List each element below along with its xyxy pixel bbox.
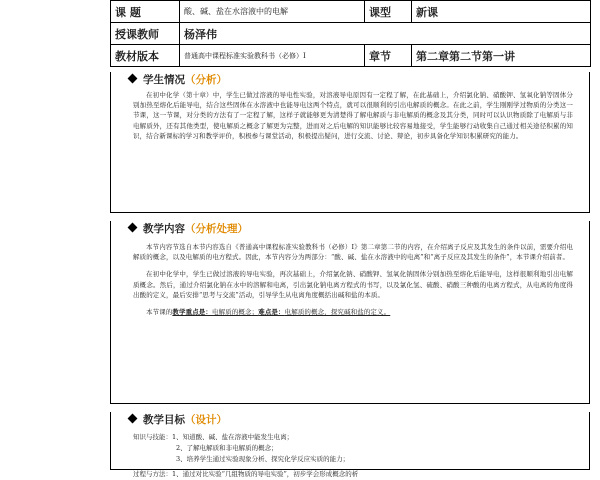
content-section-title: 教学内容（分析处理） — [129, 221, 589, 236]
content-paragraph-2: 在初中化学中，学生已做过溶液的导电实验，再次基础上，介绍氯化钠、硝酸钾、氢氧化钠固体分别加热至熔化后能导电，这样很顺利地引出电解质概念。然后，通过介绍氯化钠在水中的溶解和电离，引出氯化钠电离方程式的书写，以及氯化氢、硫酸、硝酸三种酸的电离方程式，从电离的角度得出酸的定义，最后安排“思考与交流”活动，引导学生从电离角度概括出碱和盐的本质。 — [133, 270, 573, 299]
lesson-header-table — [110, 0, 591, 67]
knowledge-goal-2: 2、了解电解质和非电解质的概念； — [176, 444, 278, 452]
header-row-teacher — [111, 23, 591, 45]
process-goal-1: 过程与方法：1、通过对比实验“几组物质的导电实验”，初步学会形成概念的析 — [133, 470, 359, 478]
knowledge-goal-3: 3、培养学生通过实验现象分析、探究化学反应实质的能力； — [176, 455, 350, 463]
chapter-label: 章节 — [365, 45, 412, 67]
diamond-bullet-icon — [128, 223, 138, 233]
student-analysis-text: 在初中化学（第十章）中，学生已做过溶液的导电性实验，对溶液导电原因有一定程了解，在此基础上，介绍氯化钠、硝酸钾、氢氧化钠等固体分别加热至熔化后能导电，结合这些固体在水溶液中也能导电这两个特点，就可以很顺利的引出电解质的概念。在此之前，学生刚刚学过物质的分类这一节课，这一节课，对分类的方法有了一定程了解，这样子就能够更为清楚得了解电解质与非电解质的概念及其分类，同时可以认识物质除了电解质与非电解质外，还有其他类型，使电解质之概念了解更为完整，进而对之后电解的知识能够比较容易地接受，学生能够行动收集自己通过相关途径积累的知识，结合新课标的学习和教学评价，积极参与课堂活动，积极提出疑问，进行交流、讨论、辩论，初步具备化学知识积累研究的能力。 — [133, 91, 573, 140]
topic-value: 酸、碱、盐在水溶液中的电解 — [180, 1, 365, 23]
goals-section-title: 教学目标（设计） — [129, 412, 589, 427]
student-section-title: 学生情况（分析） — [129, 72, 589, 87]
diamond-bullet-icon — [128, 414, 138, 424]
edition-value: 普通高中课程标准实验教科书（必修）Ⅰ — [180, 45, 365, 67]
student-analysis-section — [110, 72, 590, 213]
teacher-value: 杨泽伟 — [180, 23, 591, 45]
diamond-bullet-icon — [128, 74, 138, 84]
content-analysis-section — [110, 221, 590, 404]
edition-label: 教材版本 — [111, 45, 180, 67]
knowledge-goal-1: 知识与技能：1、知道酸、碱、盐在溶液中能发生电离； — [133, 433, 294, 441]
teaching-goals-section — [110, 412, 590, 478]
topic-label: 课 题 — [111, 1, 180, 23]
lesson-plan-page — [110, 0, 590, 478]
header-row-edition — [111, 45, 591, 67]
header-row-topic — [111, 1, 591, 23]
chapter-value: 第二章第二节第一讲 — [412, 45, 591, 67]
type-value: 新课 — [412, 1, 591, 23]
type-label: 课型 — [365, 1, 412, 23]
teaching-focus-line: 本节课的教学重点是：电解质的概念；难点是：电解质的概念，探究碱和盐的定义。 — [146, 308, 391, 317]
teacher-label: 授课教师 — [111, 23, 180, 45]
content-paragraph-1: 本节内容节选自本节内容选自《普通高中课程标准实验教科书（必修）Ⅰ》第二章第二节的内容，在介绍离子反应及其发生的条件以前，需要介绍电解质的概念，以及电解质的电方程式。因此，本节内容分为两部分：“酸、碱、盐在水溶液中的电离”和“离子反应及其发生的条件”，本节课介绍前者。 — [133, 243, 573, 262]
